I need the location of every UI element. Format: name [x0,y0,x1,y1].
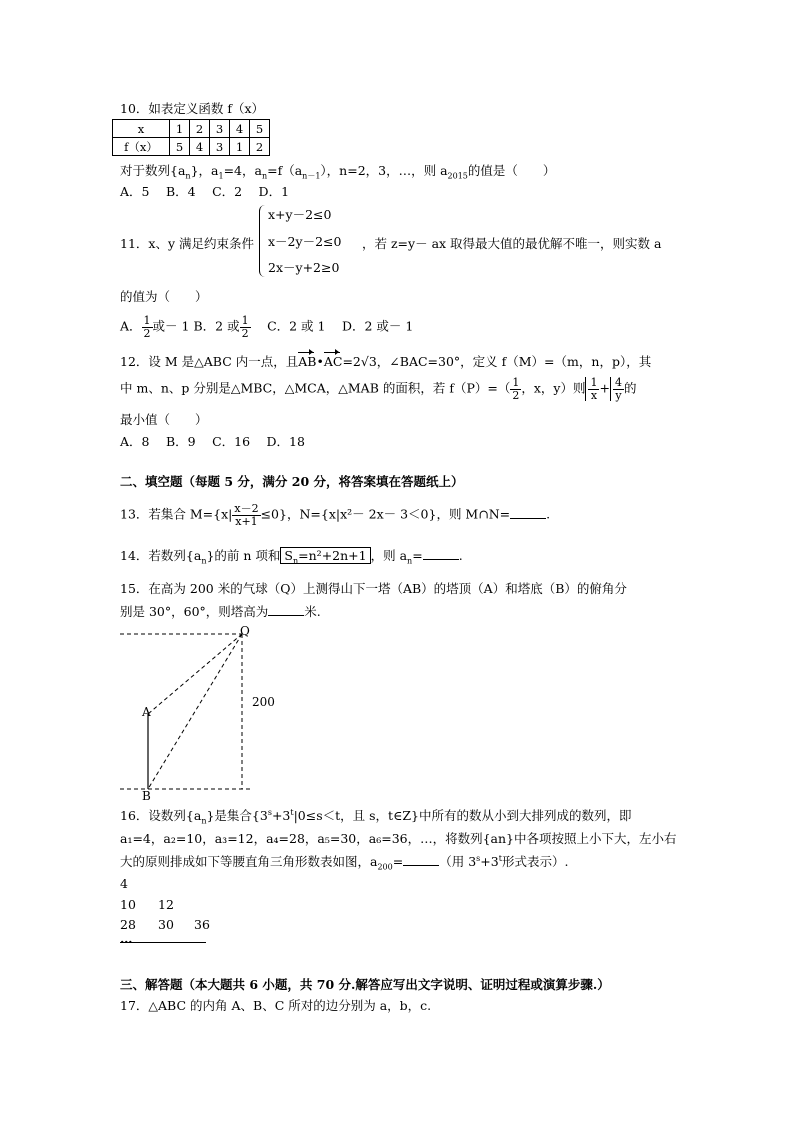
triangle-row-3: 28 30 36 [120,917,210,932]
sum-formula: $S_n=n^2+2n+1$ [280,547,370,564]
table-cell: 5 [250,120,270,138]
table-header-fx: f（x） [113,138,170,156]
q17: 17．△ABC 的内角 A、B、C 所对的边分别为 a，b，c. [120,998,432,1013]
q11-options: A． $\frac{1}{2}$ 或－ 1 B．2 或 $\frac{1}{2}$ C．2 或 1 D．2 或－ 1 [120,314,414,340]
section-3-heading: 三、解答题（本大题共 6 小题，共 70 分.解答应写出文字说明、证明过程或演算步骤.） [120,977,610,992]
q15-line1: 15．在高为 200 米的气球（Q）上测得山下一塔（AB）的塔顶（A）和塔底（B）的俯角分 [120,581,627,596]
label-a: A [142,705,151,719]
q12-line2: 中 m、n、p 分别是△MBC，△MCA，△MAB 的面积，若 f（P）=（ $\frac{1}{2}$ ，x，y）则 $\frac{1}{x}$ + $\frac{4}{y}$ 的 [120,376,637,402]
q16-line3: 大的原则排成如下等腰直角三角形数表如图，$a_{200}=$ （用 $3^s+3^t$形式表示）. [120,853,569,872]
label-q: Q [240,624,250,638]
q16-line1: 16．设数列$\{a_n\}$是集合{$3^s+3^t|0\le s<t$，且 s，t∈Z}中所有的数从小到大排列成的数列，即 [120,808,632,826]
constraint-brace [259,205,268,277]
table-cell: 4 [230,120,250,138]
q11-tail: ，若 z=y－ ax 取得最大值的最优解不唯一，则实数 a [362,236,662,251]
q11-lead: 11．x、y 满足约束条件 [120,236,254,251]
triangle-row-2: 10 12 [120,897,174,912]
q13: 13．若集合 M={x| $\frac{x-2}{x+1}$ ≤0}，N={x|x²－ 2x－ 3＜0}，则 M∩N= . [120,502,551,528]
table-cell: 3 [210,120,230,138]
table-header-x: x [113,120,170,138]
constraint-1: x+y－2≤0 [268,207,332,222]
answer-blank[interactable] [268,603,304,616]
table-row [113,120,270,138]
section-2-heading: 二、填空题（每题 5 分，满分 20 分，将答案填在答题纸上） [120,474,464,489]
balloon-tower-figure [110,620,290,800]
q10-options: A．5 B．4 C．2 D．1 [120,184,290,199]
answer-blank[interactable] [423,547,459,560]
function-table [112,119,270,156]
table-row [113,138,270,156]
q10-title: 10．如表定义函数 f（x） [120,101,265,116]
sight-line-b [148,634,242,789]
table-cell: 2 [250,138,270,156]
table-cell: 4 [190,138,210,156]
q12-line1: 12．设 M 是△ABC 内一点，且AB•AC=2√3，∠BAC=30°，定义 f（M）=（m，n，p），其 [120,351,651,369]
answer-blank[interactable] [403,853,439,866]
label-200: 200 [252,695,275,709]
q15-line2: 别是 30°，60°，则塔高为 米. [120,604,321,619]
table-cell: 2 [190,120,210,138]
sight-line-a [148,634,242,714]
triangle-underline [120,942,206,943]
table-cell: 5 [170,138,190,156]
triangle-row-1: 4 [120,876,128,891]
q12-options: A．8 B．9 C．16 D．18 [120,434,305,449]
table-cell: 1 [170,120,190,138]
triangle-row-4: … [120,931,133,946]
q12-line3: 最小值（ ） [120,412,208,427]
constraint-2: x－2y－2≤0 [268,234,342,249]
answer-blank[interactable] [510,506,546,519]
table-cell: 3 [210,138,230,156]
q10-stem: 对于数列$\{a_n\}$，$a_1=4$，$a_n=f(a_{n-1})$，n=2，3，…，则 $a_{2015}$的值是（ ） [120,163,556,181]
q14: 14．若数列$\{a_n\}$的前 n 项和 $S_n=n^2+2n+1$ ，则 $a_n=$ . [120,548,463,566]
constraint-3: 2x－y+2≥0 [268,260,340,275]
q11-tail2: 的值为（ ） [120,289,208,304]
q16-line2: a₁=4，a₂=10，a₃=12，a₄=28，a₅=30，a₆=36，…，将数列{an}中各项按照上小下大，左小右 [120,831,677,846]
table-cell: 1 [230,138,250,156]
label-b: B [142,789,151,800]
